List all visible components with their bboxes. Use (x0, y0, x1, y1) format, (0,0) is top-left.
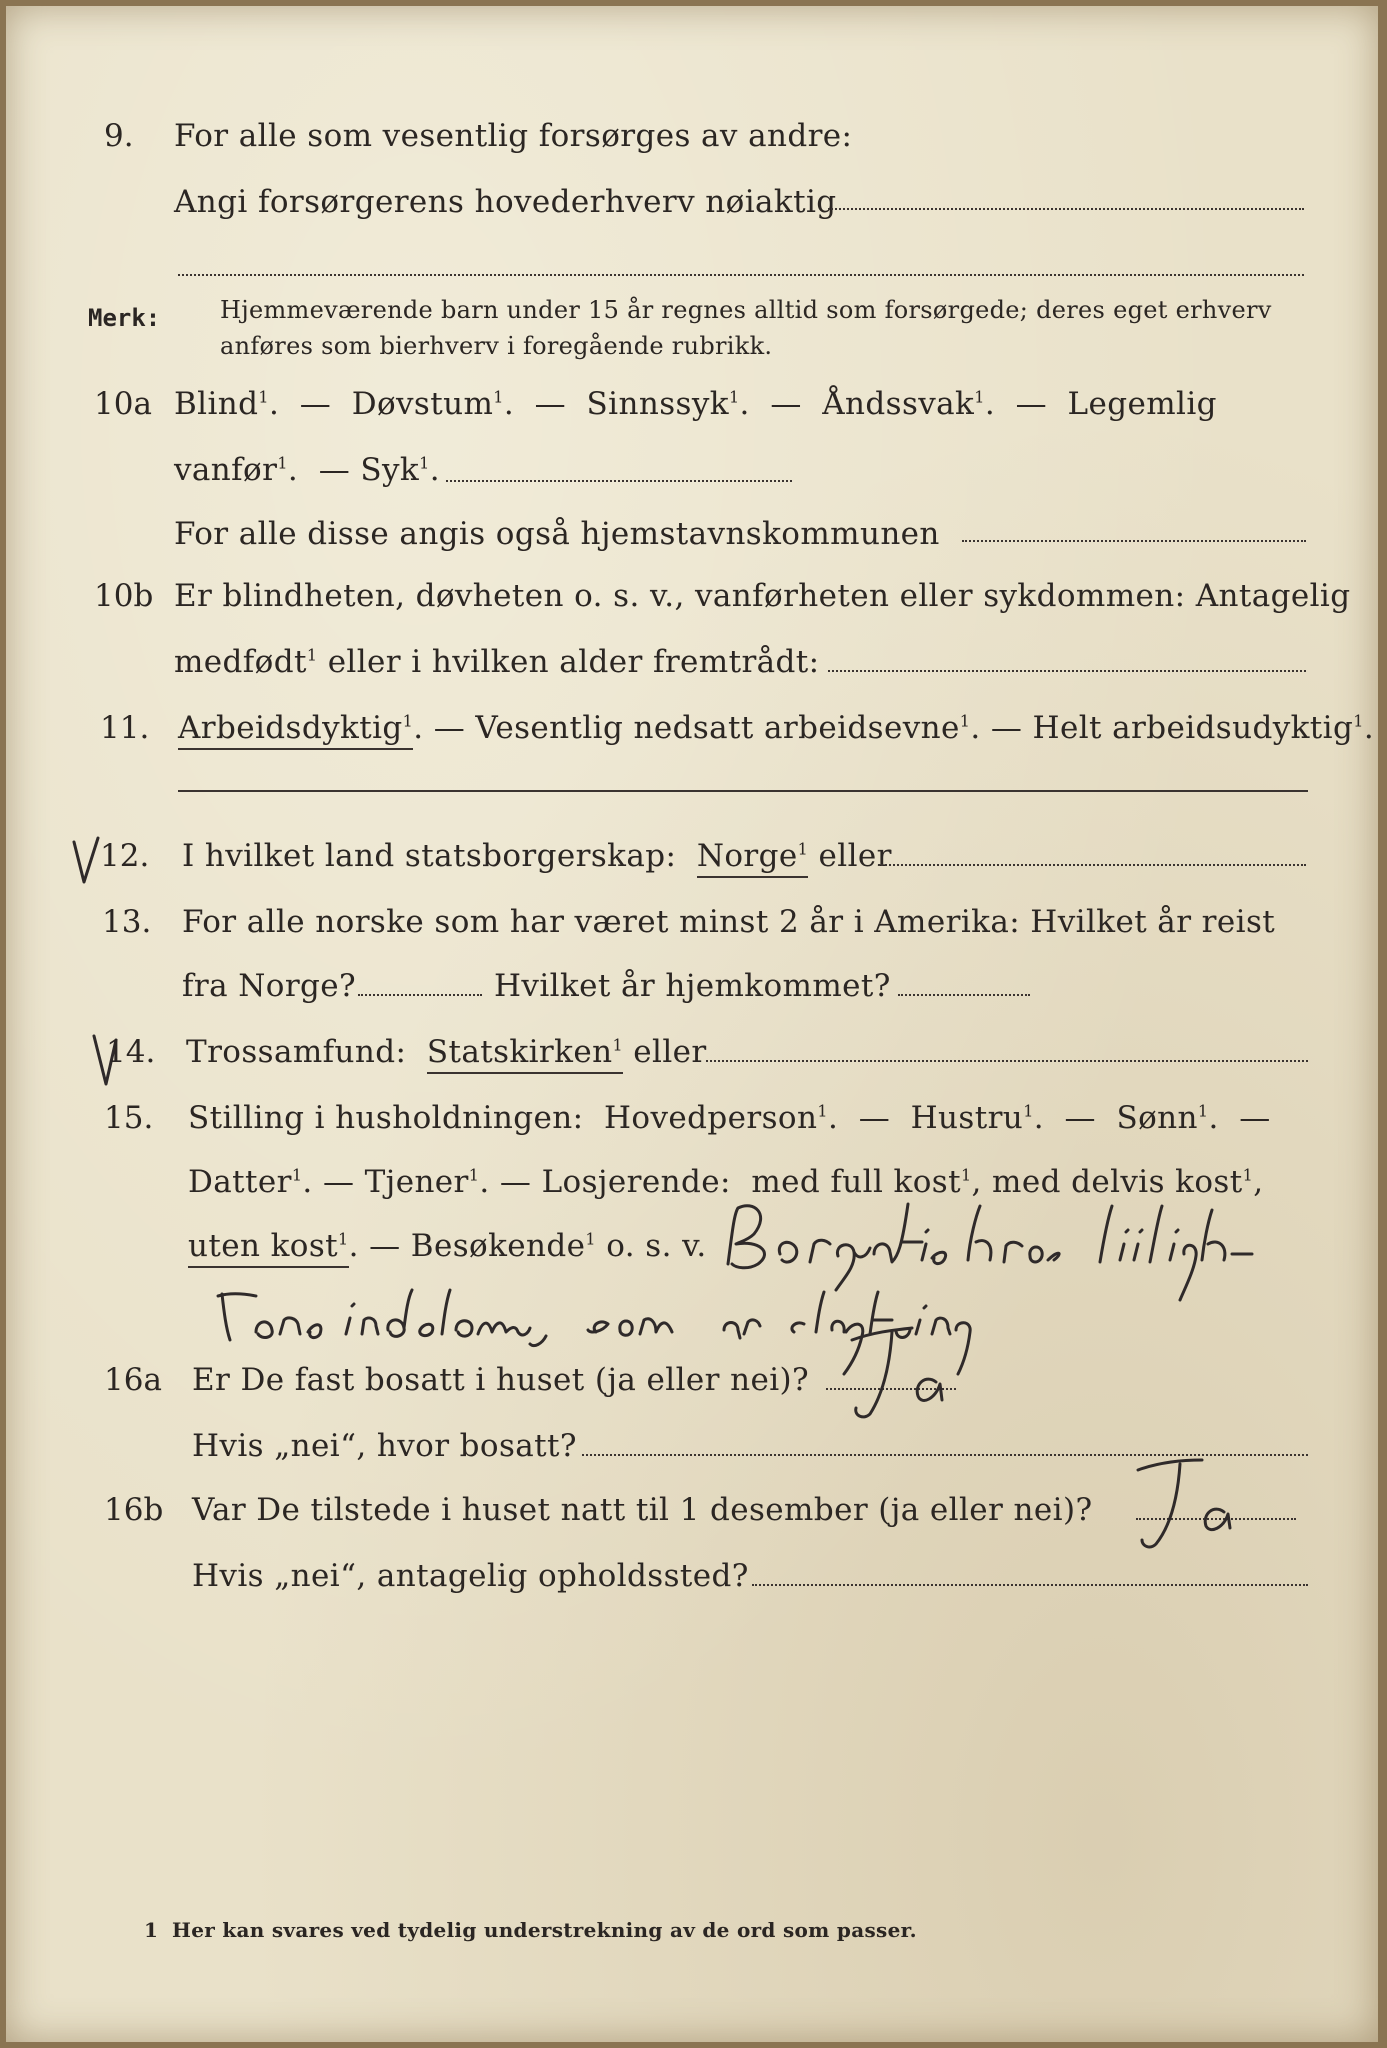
q10b-line2: medfødt$^1$ eller i hvilken alder fremtrådt: (174, 644, 820, 680)
q10a-number: 10a (94, 386, 152, 422)
q15-number: 15. (104, 1100, 154, 1136)
q9-answer-line-2[interactable] (178, 274, 1304, 276)
q15-underlined-option[interactable]: uten kost$^1$ (188, 1228, 349, 1268)
footnote-mark: 1 (144, 1918, 159, 1942)
q16a-number: 16a (104, 1362, 162, 1398)
census-form-page (6, 6, 1378, 2042)
q13-line2a: fra Norge? (182, 968, 357, 1004)
merk-label: Merk: (88, 304, 161, 332)
q9-line1: For alle som vesentlig forsørges av andre: (174, 118, 853, 154)
q10a-line2: vanfør$^1$. — Syk$^1$. (174, 452, 440, 488)
q11-number: 11. (100, 710, 150, 746)
q11-line: Arbeidsdyktig$^1$. — Vesentlig nedsatt arbeidsevne$^1$. — Helt arbeidsudyktig$^1$. (178, 710, 1374, 746)
q12-number: 12. (100, 838, 150, 874)
q14-underlined-option[interactable]: Statskirken$^1$ (427, 1034, 623, 1074)
q15-line1: Stilling i husholdningen: Hovedperson$^1$. — Hustru$^1$. — Sønn$^1$. — (188, 1100, 1271, 1136)
q13-line2b: Hvilket år hjemkommet? (494, 968, 891, 1004)
q16b-line1: Var De tilstede i huset natt til 1 desember (ja eller nei)? (192, 1492, 1093, 1528)
q16b-line2: Hvis „nei“, antagelig opholdssted? (192, 1558, 749, 1594)
footnote-text: Her kan svares ved tydelig understrekning av de ord som passer. (172, 1918, 917, 1942)
merk-line1: Hjemmeværende barn under 15 år regnes alltid som forsørgede; deres eget erhverv (220, 296, 1272, 324)
q16b-opholdssted-line[interactable] (752, 1584, 1308, 1586)
q10b-answer-line[interactable] (828, 670, 1306, 672)
q16a-handwritten-answer (844, 1322, 974, 1422)
q15-line3: uten kost$^1$. — Besøkende$^1$ o. s. v. (188, 1228, 707, 1264)
q9-number: 9. (104, 118, 134, 154)
q14-line: Trossamfund: Statskirken$^1$ eller (186, 1034, 707, 1070)
q11-underlined-option[interactable]: Arbeidsdyktig$^1$ (178, 710, 413, 750)
q15-line2: Datter$^1$. — Tjener$^1$. — Losjerende: med full kost$^1$, med delvis kost$^1$, (188, 1164, 1264, 1200)
q9-answer-line[interactable] (828, 208, 1304, 210)
check-mark-q12 (72, 838, 102, 888)
q13-line1: For alle norske som har været minst 2 år i Amerika: Hvilket år reist (182, 904, 1276, 940)
q13-number: 13. (102, 904, 152, 940)
q16a-line2: Hvis „nei“, hvor bosatt? (192, 1428, 577, 1464)
q12-line: I hvilket land statsborgerskap: Norge$^1$ eller (182, 838, 892, 874)
q10a-hjemstavn-line[interactable] (962, 540, 1306, 542)
q11-answer-line[interactable] (178, 790, 1308, 792)
q10a-line3: For alle disse angis også hjemstavnskommunen (174, 516, 940, 552)
q10a-answer-line[interactable] (446, 480, 792, 482)
q14-number: 14. (106, 1034, 156, 1070)
q9-line2: Angi forsørgerens hovederhverv nøiaktig (174, 184, 837, 220)
q16b-number: 16b (104, 1492, 164, 1528)
q16b-handwritten-answer (1130, 1454, 1260, 1554)
merk-line2: anføres som bierhverv i foregående rubrikk. (220, 332, 773, 360)
q10a-line1: Blind$^1$. — Døvstum$^1$. — Sinnssyk$^1$. — Åndssvak$^1$. — Legemlig (174, 386, 1217, 422)
q10b-number: 10b (94, 578, 154, 614)
q13-reist-line[interactable] (358, 994, 482, 996)
q10b-line1: Er blindheten, døvheten o. s. v., vanførheten eller sykdommen: Antagelig (174, 578, 1351, 614)
q12-underlined-option[interactable]: Norge$^1$ (697, 838, 808, 878)
q13-hjemkommet-line[interactable] (898, 994, 1030, 996)
q12-answer-line[interactable] (878, 864, 1306, 866)
q16a-line1: Er De fast bosatt i huset (ja eller nei)? (192, 1362, 810, 1398)
q14-answer-line[interactable] (706, 1060, 1308, 1062)
